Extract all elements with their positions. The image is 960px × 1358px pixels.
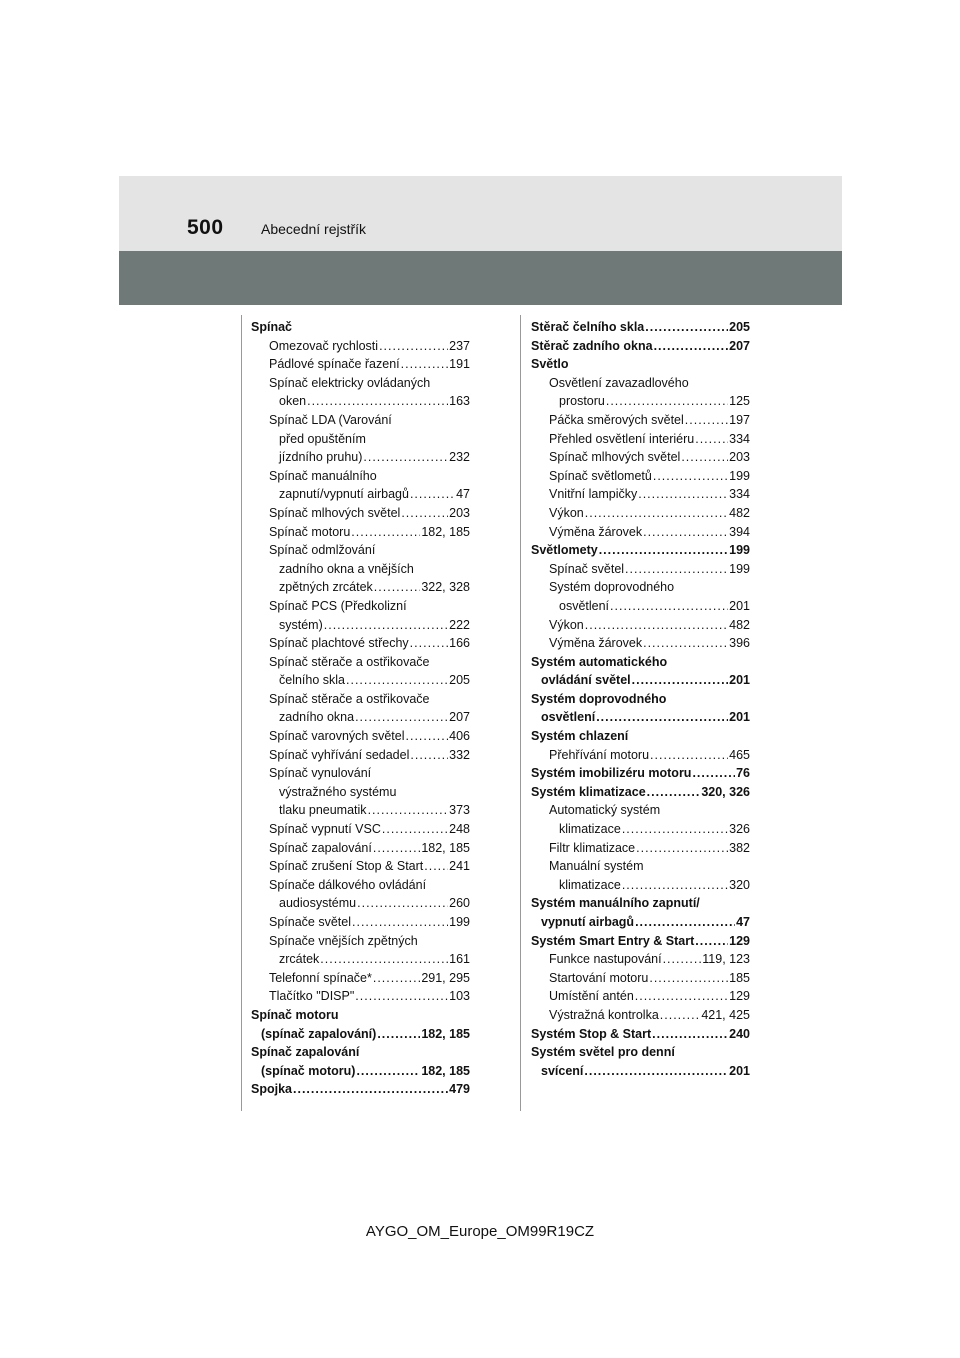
dot-leader [346, 671, 448, 690]
dot-leader [363, 448, 448, 467]
index-entry [251, 746, 470, 765]
dot-leader [406, 727, 449, 746]
index-entry-text: Spínač zapalování [251, 1045, 360, 1060]
index-page-ref: 207 [729, 338, 750, 353]
index-entry-text: Spínač zrušení Stop & Start [269, 859, 424, 874]
dot-leader [645, 318, 728, 337]
index-entry-text: Funkce nastupování [549, 952, 662, 967]
index-page-ref: 199 [449, 915, 470, 929]
index-entry [531, 523, 750, 542]
index-heading [531, 318, 750, 337]
dot-leader [654, 337, 729, 356]
index-entry-text: Výměna žárovek [549, 636, 643, 651]
index-entry-text: čelního skla [279, 673, 346, 688]
index-entry-text: zadního okna a vnějších [279, 561, 414, 576]
index-entry [531, 634, 750, 653]
dot-leader [374, 578, 421, 597]
dot-leader [357, 894, 448, 913]
dot-leader [373, 969, 420, 988]
index-entry [251, 801, 470, 820]
index-entry [251, 950, 470, 969]
index-page-ref: 406 [449, 729, 470, 744]
dot-leader [379, 337, 448, 356]
index-entry [251, 430, 470, 449]
index-entry-text: Systém klimatizace [531, 784, 646, 799]
index-entry-text: Stěrač čelního skla [531, 320, 645, 334]
document-code: AYGO_OM_Europe_OM99R19CZ [365, 1223, 595, 1240]
index-entry-text: svícení [541, 1063, 584, 1078]
index-heading [531, 764, 750, 783]
dot-leader [652, 1025, 728, 1044]
dot-leader [410, 634, 448, 653]
index-entry [251, 578, 470, 597]
index-page-ref: 237 [449, 338, 470, 353]
index-heading [531, 894, 750, 913]
index-entry [531, 597, 750, 616]
index-entry-text: zapnutí/vypnutí airbagů [279, 487, 409, 502]
dot-leader [584, 1062, 728, 1081]
index-entry [251, 411, 470, 430]
index-page-ref: 201 [729, 1063, 750, 1078]
index-entry-text: Systém světel pro denní [531, 1045, 675, 1060]
index-entry [251, 392, 470, 411]
index-page-ref: 161 [449, 952, 470, 967]
index-page-ref: 207 [449, 710, 470, 725]
index-entry-text: Přehřívání motoru [549, 747, 650, 762]
index-entry-text: Výkon [549, 505, 584, 520]
header-band [119, 176, 842, 251]
index-entry-text: Startování motoru [549, 970, 649, 985]
index-page-ref: 129 [729, 989, 750, 1004]
dot-leader [320, 950, 448, 969]
index-page-ref: 185 [729, 970, 750, 985]
index-entry [251, 987, 470, 1006]
index-entry-text: Přehled osvětlení interiéru [549, 431, 695, 446]
index-entry [531, 1006, 750, 1025]
dot-leader [382, 820, 448, 839]
index-page-ref: 332 [449, 747, 470, 762]
index-entry [531, 839, 750, 858]
dot-leader [643, 634, 728, 653]
dot-leader [585, 616, 728, 635]
index-page-ref: 199 [729, 468, 750, 483]
index-entry-text: Systém manuálního zapnutí/ [531, 896, 700, 911]
index-entry [531, 801, 750, 820]
index-heading [531, 541, 750, 560]
index-entry [251, 523, 470, 542]
index-entry-text: Tlačítko "DISP" [269, 989, 355, 1004]
index-page-ref: 421, 425 [701, 1007, 750, 1022]
index-heading [531, 690, 750, 709]
index-entry [251, 932, 470, 951]
index-entry [251, 504, 470, 523]
index-entry [251, 355, 470, 374]
index-entry [251, 969, 470, 988]
index-entry-text: Spínač světlometů [549, 468, 652, 483]
index-page-ref: 47 [736, 915, 750, 929]
index-heading [531, 671, 750, 690]
index-heading [531, 727, 750, 746]
index-entry [531, 876, 750, 895]
index-page-ref: 201 [729, 598, 750, 613]
index-entry-text: Výkon [549, 617, 584, 632]
index-heading [531, 337, 750, 356]
dot-leader [649, 969, 728, 988]
index-entry-text: Systém chlazení [531, 729, 629, 744]
index-page-ref: 241 [449, 859, 470, 874]
column-divider-left [241, 315, 242, 1111]
dot-leader [355, 987, 448, 1006]
index-entry-text: Automatický systém [549, 803, 661, 818]
index-entry-text: Spínač LDA (Varování [269, 412, 392, 427]
index-entry [251, 671, 470, 690]
index-page-ref: 240 [729, 1026, 750, 1041]
index-entry [531, 746, 750, 765]
dot-leader [606, 392, 728, 411]
dot-leader [635, 987, 728, 1006]
index-entry [531, 411, 750, 430]
index-entry [251, 913, 470, 932]
index-page-ref: 119, 123 [702, 952, 750, 967]
index-entry-text: Spojka [251, 1082, 292, 1097]
dot-leader [635, 913, 735, 932]
dot-leader [695, 430, 728, 449]
dot-leader [596, 708, 728, 727]
index-page-ref: 322, 328 [421, 580, 470, 595]
dot-leader [324, 616, 448, 635]
column-divider-middle [520, 315, 521, 1111]
index-entry-text: Systém Smart Entry & Start [531, 933, 695, 948]
index-heading [531, 783, 750, 802]
dot-leader [663, 950, 702, 969]
index-heading [251, 1080, 470, 1099]
index-entry [251, 467, 470, 486]
index-page-ref: 394 [729, 524, 750, 539]
index-page-ref: 199 [729, 561, 750, 576]
index-entry [531, 578, 750, 597]
index-page-ref: 248 [449, 822, 470, 837]
dot-leader [410, 746, 448, 765]
index-page-ref: 479 [449, 1082, 470, 1097]
index-page-ref: 125 [729, 394, 750, 409]
dot-leader [625, 560, 728, 579]
index-entry [531, 374, 750, 393]
index-page-ref: 201 [729, 710, 750, 725]
index-entry-text: oken [279, 394, 307, 409]
index-page-ref: 373 [449, 803, 470, 818]
dot-leader [632, 671, 729, 690]
index-page-ref: 182, 185 [421, 1026, 470, 1041]
index-entry-text: (spínač zapalování) [261, 1026, 377, 1041]
index-entry-text: Spínač [251, 320, 292, 334]
index-entry-text: Stěrač zadního okna [531, 338, 653, 353]
dot-leader [351, 523, 420, 542]
dot-leader [424, 857, 448, 876]
dot-leader [647, 783, 701, 802]
dot-leader [356, 1062, 420, 1081]
index-entry [251, 857, 470, 876]
index-entry [251, 374, 470, 393]
index-entry-text: Spínač mlhových světel [269, 505, 401, 520]
index-entry-text: Spínač vyhřívání sedadel [269, 747, 410, 762]
index-entry [251, 876, 470, 895]
index-entry-text: Světlo [531, 357, 569, 372]
index-entry-text: Systém doprovodného [549, 580, 675, 595]
index-entry-text: Systém imobilizéru motoru [531, 766, 692, 781]
index-entry-text: Pádlové spínače řazení [269, 357, 400, 372]
index-page-ref: 191 [449, 357, 470, 372]
index-heading [531, 1043, 750, 1062]
index-entry-text: Manuální systém [549, 859, 644, 874]
dot-leader [695, 932, 728, 951]
index-heading [531, 913, 750, 932]
index-entry-text: ovládání světel [541, 673, 631, 688]
index-entry [251, 597, 470, 616]
index-entry [531, 969, 750, 988]
index-entry-text: jízdního pruhu) [279, 450, 363, 465]
index-entry-text: Omezovač rychlosti [269, 338, 379, 353]
dot-leader [368, 801, 449, 820]
index-page-ref: 201 [729, 673, 750, 688]
index-page-ref: 103 [449, 989, 470, 1004]
index-entry-text: tlaku pneumatik [279, 803, 367, 818]
index-entry [531, 504, 750, 523]
index-entry-text: Spínač zapalování [269, 840, 372, 855]
section-title: Abecední rejstřík [261, 221, 367, 237]
index-entry [251, 560, 470, 579]
index-entry-text: Spínač elektricky ovládaných [269, 375, 431, 390]
dot-leader [599, 541, 728, 560]
index-entry-text: Světlomety [531, 543, 598, 558]
index-entry-text: Spínač PCS (Předkolizní [269, 598, 407, 613]
index-entry-text: Spínače dálkového ovládání [269, 877, 427, 892]
index-entry [251, 337, 470, 356]
index-entry-text: Osvětlení zavazadlového [549, 375, 689, 390]
index-heading [251, 1062, 470, 1081]
index-heading [531, 1062, 750, 1081]
index-heading [251, 1006, 470, 1025]
index-entry-text: Spínač stěrače a ostřikovače [269, 691, 430, 706]
index-entry [251, 616, 470, 635]
index-entry [251, 839, 470, 858]
index-entry [251, 764, 470, 783]
dot-leader [638, 485, 728, 504]
index-entry-text: zadního okna [279, 710, 355, 725]
index-page-ref: 320, 326 [701, 784, 750, 799]
index-entry-text: Spínače vnějších zpětných [269, 933, 418, 948]
index-entry [251, 894, 470, 913]
index-page-ref: 334 [729, 487, 750, 502]
index-entry [251, 783, 470, 802]
dot-leader [352, 913, 448, 932]
index-page-ref: 482 [729, 505, 750, 520]
index-page-ref: 203 [729, 450, 750, 465]
index-entry-text: Vnitřní lampičky [549, 487, 638, 502]
index-page-ref: 205 [729, 320, 750, 334]
index-page-ref: 326 [729, 822, 750, 837]
index-entry-text: Spínač varovných světel [269, 729, 405, 744]
index-page-ref: 129 [729, 933, 750, 948]
index-entry [251, 690, 470, 709]
index-page-ref: 222 [449, 617, 470, 632]
dot-leader [401, 504, 448, 523]
index-heading [531, 1025, 750, 1044]
index-entry [531, 448, 750, 467]
index-heading [251, 318, 470, 337]
index-entry-text: zpětných zrcátek [279, 580, 373, 595]
index-entry [531, 392, 750, 411]
dot-leader [622, 876, 728, 895]
index-page-ref: 382 [729, 840, 750, 855]
index-entry-text: Spínač manuálního [269, 468, 377, 483]
index-entry-text: Výstražná kontrolka [549, 1007, 659, 1022]
index-entry-text: osvětlení [559, 598, 610, 613]
dot-leader [373, 839, 420, 858]
index-entry-text: Telefonní spínače* [269, 970, 372, 985]
dot-leader [610, 597, 728, 616]
dot-leader [355, 708, 448, 727]
index-entry [251, 727, 470, 746]
index-entry [251, 634, 470, 653]
index-heading [251, 1043, 470, 1062]
index-page-ref: 465 [729, 747, 750, 762]
index-heading [251, 1025, 470, 1044]
dot-leader [653, 467, 728, 486]
index-entry [531, 987, 750, 1006]
dot-leader [636, 839, 728, 858]
index-entry-text: Filtr klimatizace [549, 840, 636, 855]
dot-leader [681, 448, 728, 467]
index-entry-text: Spínač odmlžování [269, 543, 376, 558]
index-entry-text: Systém automatického [531, 654, 668, 669]
index-entry-text: prostoru [559, 394, 605, 409]
index-entry-text: zrcátek [279, 952, 320, 967]
index-page-ref: 205 [449, 673, 470, 688]
index-entry-text: Spínač stěrače a ostřikovače [269, 654, 430, 669]
index-entry [531, 430, 750, 449]
index-entry-text: Systém Stop & Start [531, 1026, 652, 1041]
index-entry [531, 467, 750, 486]
index-entry-text: osvětlení [541, 710, 596, 725]
index-page-ref: 199 [729, 543, 750, 558]
index-entry-text: Spínač plachtové střechy [269, 636, 409, 651]
index-heading [531, 708, 750, 727]
index-entry [531, 560, 750, 579]
dot-leader [650, 746, 728, 765]
index-page-ref: 163 [449, 394, 470, 409]
dot-leader [685, 411, 728, 430]
index-entry-text: výstražného systému [279, 784, 397, 799]
index-page-ref: 197 [729, 412, 750, 427]
index-page-ref: 320 [729, 877, 750, 892]
index-page-ref: 334 [729, 431, 750, 446]
index-entry-text: (spínač motoru) [261, 1063, 356, 1078]
index-entry-text: Páčka směrových světel [549, 412, 684, 427]
index-page-ref: 182, 185 [421, 1063, 470, 1078]
dot-leader [585, 504, 728, 523]
index-entry-text: Spínač světel [549, 561, 625, 576]
index-entry-text: Spínač motoru [269, 524, 351, 539]
index-page-ref: 291, 295 [421, 970, 470, 985]
index-entry-text: před opuštěním [279, 431, 366, 446]
index-entry-text: Umístění antén [549, 989, 634, 1004]
index-entry [531, 820, 750, 839]
header-dark-band [119, 251, 842, 305]
index-entry [251, 485, 470, 504]
index-entry [251, 448, 470, 467]
index-entry-text: systém) [279, 617, 323, 632]
index-page-ref: 232 [449, 450, 470, 465]
index-heading [531, 932, 750, 951]
index-page-ref: 260 [449, 896, 470, 911]
dot-leader [643, 523, 728, 542]
index-entry-text: Spínač vynulování [269, 766, 372, 781]
dot-leader [622, 820, 728, 839]
index-page-ref: 182, 185 [421, 524, 470, 539]
index-page-ref: 47 [456, 487, 470, 502]
index-entry-text: Výměna žárovek [549, 524, 643, 539]
index-entry-text: klimatizace [559, 877, 621, 892]
index-entry-text: Systém doprovodného [531, 691, 667, 706]
index-page-ref: 182, 185 [421, 840, 470, 855]
index-entry [531, 857, 750, 876]
index-entry-text: vypnutí airbagů [541, 915, 635, 929]
index-heading [531, 653, 750, 672]
dot-leader [377, 1025, 420, 1044]
index-entry-text: audiosystému [279, 896, 357, 911]
index-entry-text: Spínač vypnutí VSC [269, 822, 381, 837]
index-entry-text: Spínač mlhových světel [549, 450, 681, 465]
dot-leader [660, 1006, 701, 1025]
index-page-ref: 203 [449, 505, 470, 520]
index-column-left [251, 318, 470, 1099]
dot-leader [401, 355, 449, 374]
index-heading [531, 355, 750, 374]
index-entry-text: Spínače světel [269, 915, 351, 929]
index-page-ref: 482 [729, 617, 750, 632]
index-entry [531, 616, 750, 635]
index-entry [251, 653, 470, 672]
dot-leader [410, 485, 455, 504]
page-number: 500 [187, 216, 224, 239]
dot-leader [692, 764, 735, 783]
dot-leader [307, 392, 448, 411]
index-entry [531, 950, 750, 969]
index-entry-text: klimatizace [559, 822, 621, 837]
index-page-ref: 166 [449, 636, 470, 651]
index-entry [251, 708, 470, 727]
index-entry [531, 485, 750, 504]
index-page-ref: 76 [736, 766, 750, 781]
index-column-right [531, 318, 750, 1080]
index-entry [251, 820, 470, 839]
index-page-ref: 396 [729, 636, 750, 651]
index-entry-text: Spínač motoru [251, 1007, 339, 1022]
dot-leader [293, 1080, 448, 1099]
index-entry [251, 541, 470, 560]
